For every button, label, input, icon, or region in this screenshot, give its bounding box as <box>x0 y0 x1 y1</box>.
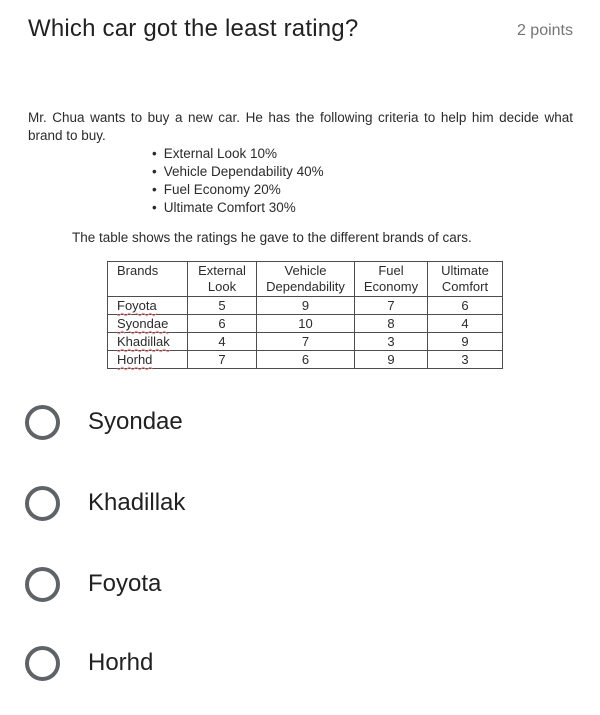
bullet-icon: • <box>152 164 157 179</box>
table-row <box>108 315 503 333</box>
rating-cell: 4 <box>188 333 257 351</box>
criteria-item <box>152 163 324 181</box>
rating-cell: 9 <box>428 333 503 351</box>
option-horhd[interactable] <box>25 645 153 681</box>
col-header-brands: Brands <box>108 262 188 297</box>
ratings-table <box>107 261 503 369</box>
brand-cell: Foyota <box>108 297 188 315</box>
criteria-list <box>152 145 324 217</box>
question-title: Which car got the least rating? <box>28 15 359 42</box>
rating-cell: 10 <box>257 315 355 333</box>
brand-cell: Syondae <box>108 315 188 333</box>
table-row <box>108 333 503 351</box>
col-header-external-look: External Look <box>188 262 257 297</box>
rating-cell: 3 <box>355 333 428 351</box>
radio-button-icon[interactable] <box>25 567 60 602</box>
col-header-vehicle-dependability: Vehicle Dependability <box>257 262 355 297</box>
table-row <box>108 297 503 315</box>
rating-cell: 6 <box>257 351 355 369</box>
description-paragraph: Mr. Chua wants to buy a new car. He has the following criteria to help him decide what brand to buy. <box>28 110 573 143</box>
criteria-item-label: Vehicle Dependability 40% <box>163 164 324 179</box>
criteria-item <box>152 145 324 163</box>
radio-button-icon[interactable] <box>25 486 60 521</box>
radio-button-icon[interactable] <box>25 405 60 440</box>
option-label: Syondae <box>88 408 183 435</box>
option-khadillak[interactable] <box>25 485 185 521</box>
rating-cell: 7 <box>257 333 355 351</box>
rating-cell: 7 <box>355 297 428 315</box>
rating-cell: 6 <box>188 315 257 333</box>
criteria-item-label: Ultimate Comfort 30% <box>163 200 296 215</box>
table-note: The table shows the ratings he gave to the different brands of cars. <box>72 230 472 245</box>
rating-cell: 7 <box>188 351 257 369</box>
rating-cell: 4 <box>428 315 503 333</box>
rating-cell: 5 <box>188 297 257 315</box>
bullet-icon: • <box>152 182 157 197</box>
bullet-icon: • <box>152 200 157 215</box>
criteria-item-label: External Look 10% <box>163 146 278 161</box>
col-header-fuel-economy: Fuel Economy <box>355 262 428 297</box>
option-label: Khadillak <box>88 489 186 516</box>
points-badge: 2 points <box>516 22 573 39</box>
option-label: Horhd <box>88 649 154 676</box>
table-row <box>108 351 503 369</box>
option-label: Foyota <box>88 570 162 597</box>
rating-cell: 6 <box>428 297 503 315</box>
option-syondae[interactable] <box>25 404 183 440</box>
rating-cell: 3 <box>428 351 503 369</box>
brand-cell: Horhd <box>108 351 188 369</box>
table-header-row <box>108 262 503 297</box>
col-header-ultimate-comfort: Ultimate Comfort <box>428 262 503 297</box>
rating-cell: 8 <box>355 315 428 333</box>
criteria-item-label: Fuel Economy 20% <box>163 182 281 197</box>
radio-button-icon[interactable] <box>25 646 60 681</box>
criteria-item <box>152 199 324 217</box>
brand-cell: Khadillak <box>108 333 188 351</box>
rating-cell: 9 <box>355 351 428 369</box>
bullet-icon: • <box>152 146 157 161</box>
option-foyota[interactable] <box>25 566 161 602</box>
rating-cell: 9 <box>257 297 355 315</box>
criteria-item <box>152 181 324 199</box>
